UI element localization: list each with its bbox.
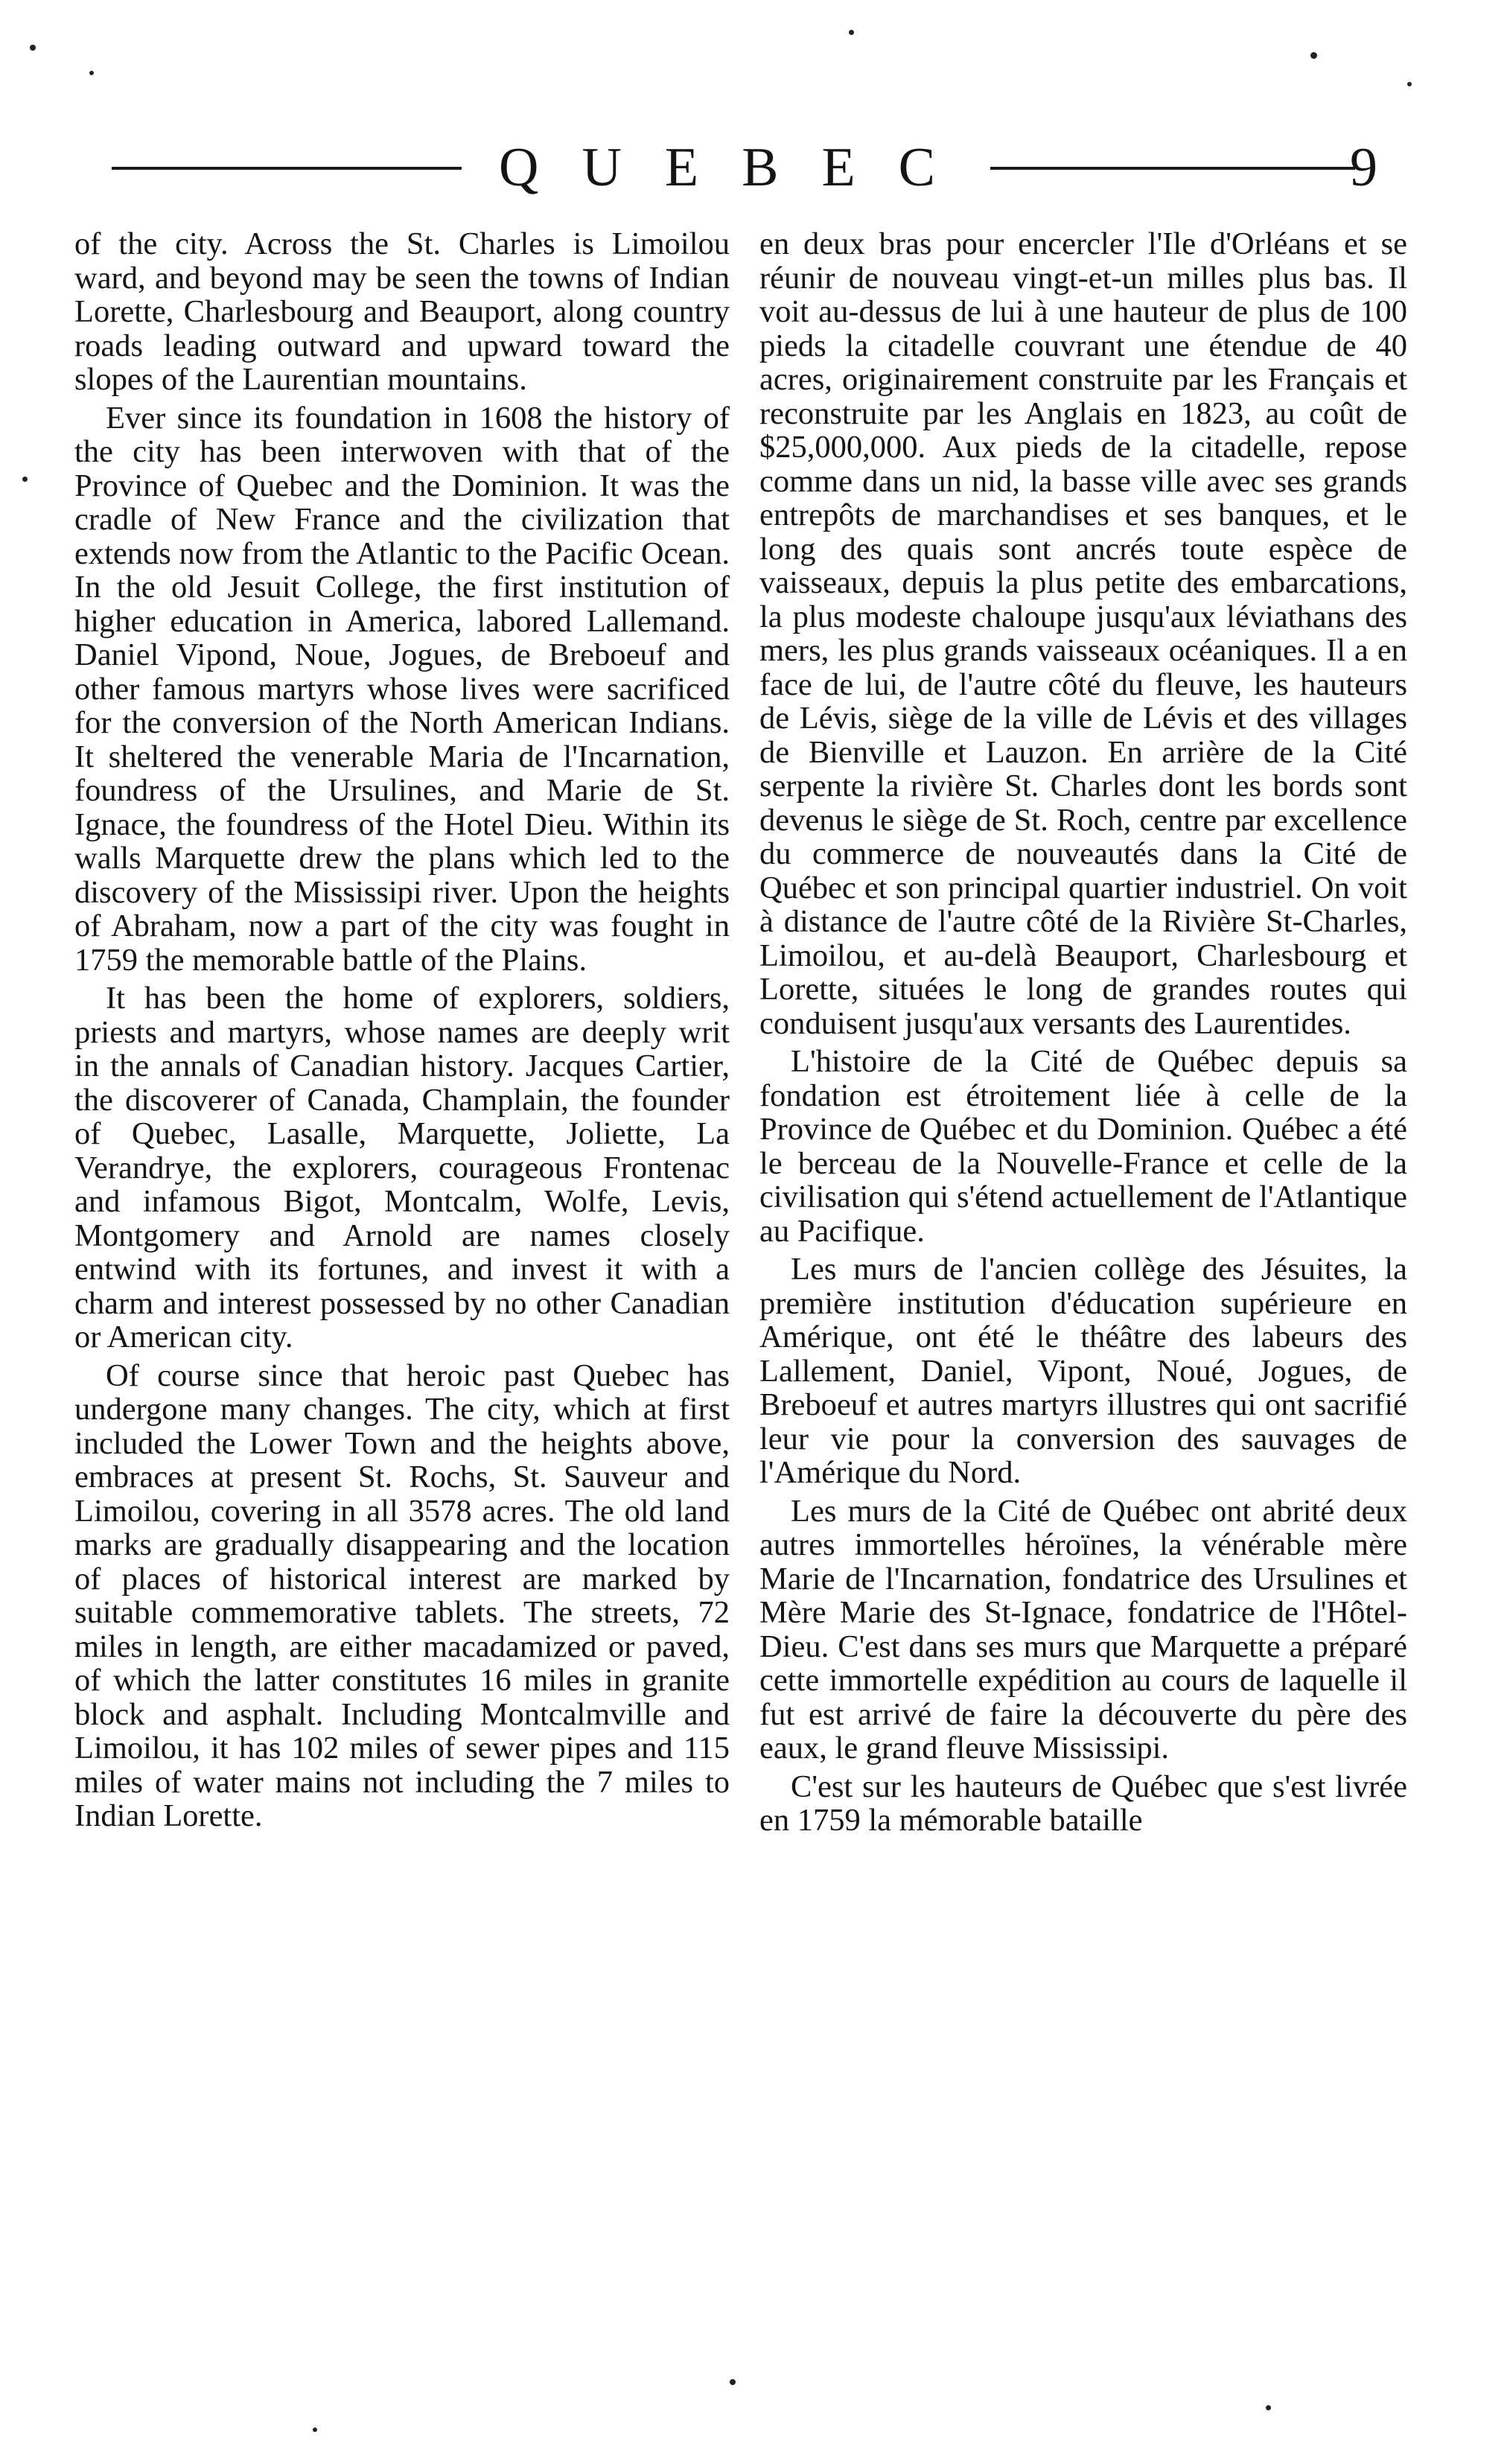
scan-speck <box>1407 82 1412 86</box>
scan-speck <box>22 477 28 482</box>
page-number: 9 <box>1350 137 1377 198</box>
scan-speck <box>313 2428 317 2432</box>
scan-speck <box>1310 52 1317 59</box>
header-rule-left <box>112 167 462 170</box>
scan-speck <box>30 45 36 51</box>
scan-speck <box>1266 2405 1271 2410</box>
left-paragraph-3: It has been the home of explorers, soldiers, priests and martyrs, whose names are deeply writ in the annals of Canadian history. Jacques Cartier, the discoverer of Canada, Champlain, the founder of Quebec, Lasalle, Marquette, Joliette, La Verandrye, the explorers, courageous Frontenac and infamous Bigot, Montcalm, Wolfe, Levis, Montgomery and Arnold are names closely entwind with its fortunes, and invest it with a charm and interest possessed by no other Canadian or American city. <box>74 981 730 1354</box>
page-title: QUEBEC <box>499 137 978 198</box>
right-paragraph-2: L'histoire de la Cité de Québec depuis sa fondation est étroitement liée à celle de la Province de Québec et du Dominion. Québec a été le berceau de la Nouvelle-France et celle de la civilisation qui s'étend actuellement de l'Atlantique au Pacifique. <box>759 1044 1407 1249</box>
right-paragraph-3: Les murs de l'ancien collège des Jésuites, la première institution d'éducation supérieure en Amérique, ont été le théâtre des labeurs des Lallement, Daniel, Vipont, Noué, Jogues, de Breboeuf et autres martyrs illustres qui ont sacrifié leur vie pour la conversion des sauvages de l'Amérique du Nord. <box>759 1252 1407 1490</box>
left-paragraph-4: Of course since that heroic past Quebec has undergone many changes. The city, which at first included the Lower Town and the heights above, embraces at present St. Rochs, St. Sauveur and Limoilou, covering in all 3578 acres. The old land marks are gradually disappearing and the location of places of historical interest are marked by suitable commemorative tablets. The streets, 72 miles in length, are either macadamized or paved, of which the latter constitutes 16 miles in granite block and asphalt. Including Montcalmville and Limoilou, it has 102 miles of sewer pipes and 115 miles of water mains not including the 7 miles to Indian Lorette. <box>74 1357 730 1833</box>
scan-speck <box>89 71 94 75</box>
scan-speck <box>849 30 854 35</box>
left-paragraph-2: Ever since its foundation in 1608 the history of the city has been interwoven with that of the Province of Quebec and the Dominion. It was the cradle of New France and the civilization that extends now from the Atlantic to the Pacific Ocean. In the old Jesuit College, the first institution of higher education in America, labored Lallemand. Daniel Vipond, Noue, Jogues, de Breboeuf and other famous martyrs whose lives were sacrificed for the conversion of the North American Indians. It sheltered the venerable Maria de l'Incarnation, foundress of the Ursulines, and Marie de St. Ignace, the foundress of the Hotel Dieu. Within its walls Marquette drew the plans which led to the discovery of the Mississipi river. Upon the heights of Abraham, now a part of the city was fought in 1759 the memorable battle of the Plains. <box>74 400 730 978</box>
header-rule-right <box>990 167 1355 170</box>
left-column <box>74 227 730 2282</box>
right-paragraph-5: C'est sur les hauteurs de Québec que s'est livrée en 1759 la mémorable bataille <box>759 1769 1407 1838</box>
right-column <box>759 227 1407 2282</box>
left-paragraph-1: of the city. Across the St. Charles is Limoilou ward, and beyond may be seen the towns of Indian Lorette, Charlesbourg and Beauport, along country roads leading outward and upward toward the slopes of the Laurentian mountains. <box>74 227 730 397</box>
running-header <box>112 134 1377 198</box>
right-paragraph-1: en deux bras pour encercler l'Ile d'Orléans et se réunir de nouveau vingt-et-un milles plus bas. Il voit au-dessus de lui à une hauteur de plus de 100 pieds la citadelle couvrant une étendue de 40 acres, originairement construite par les Français et reconstruite par les Anglais en 1823, au coût de $25,000,000. Aux pieds de la citadelle, repose comme dans un nid, la basse ville avec ses grands entrepôts de marchandises et ses banques, et le long des quais sont ancrés toute espèce de vaisseaux, depuis la plus petite des embarcations, la plus modeste chaloupe jusqu'aux léviathans des mers, les plus grands vaisseaux océaniques. Il a en face de lui, de l'autre côté du fleuve, les hauteurs de Lévis, siège de la ville de Lévis et des villages de Bienville et Lauzon. En arrière de la Cité serpente la rivière St. Charles dont les bords sont devenus le siège de St. Roch, centre par excellence du commerce de nouveautés dans la Cité de Québec et son principal quartier industriel. On voit à distance de l'autre côté de la Rivière St-Charles, Limoilou, et au-delà Beauport, Charlesbourg et Lorette, situées le long de grandes routes qui conduisent jusqu'aux versants des Laurentides. <box>759 227 1407 1041</box>
right-paragraph-4: Les murs de la Cité de Québec ont abrité deux autres immortelles héroïnes, la vénérable mère Marie de l'Incarnation, fondatrice des Ursulines et Mère Marie des St-Ignace, fondatrice de l'Hôtel-Dieu. C'est dans ses murs que Marquette a préparé cette immortelle expédition au cours de laquelle il fut est arrivé de faire la découverte du père des eaux, le grand fleuve Mississipi. <box>759 1493 1407 1766</box>
scan-speck <box>730 2379 736 2385</box>
